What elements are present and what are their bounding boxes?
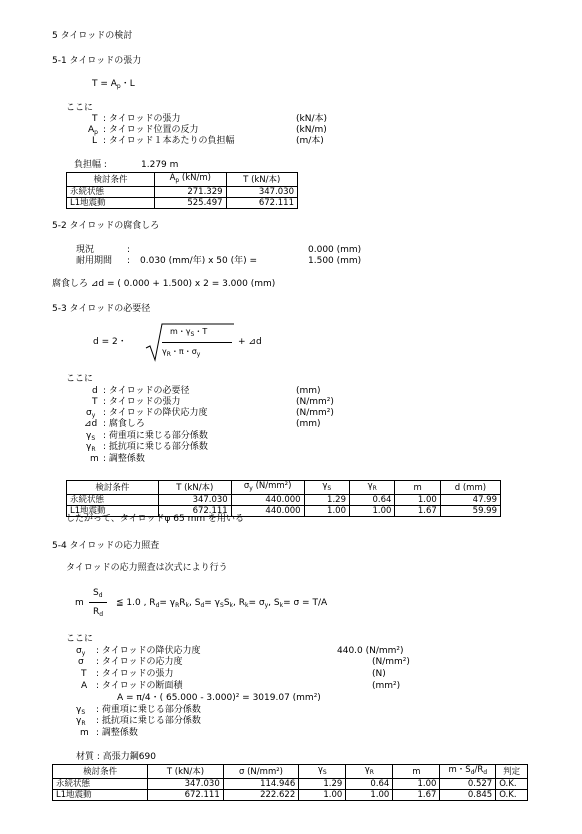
- table-cell: 永続状態: [53, 779, 148, 790]
- def-sym: $\gamma_R$: [86, 442, 96, 453]
- header-cell: $\gamma_S$: [304, 481, 349, 495]
- table-cell: 0.64: [349, 495, 394, 506]
- header-cell: σ (N/mm²): [223, 765, 299, 779]
- header-cell: $\gamma_R$: [346, 765, 393, 779]
- table-cell: 59.99: [440, 506, 500, 517]
- tension-formula: $T = A_p$・L: [92, 79, 135, 90]
- def-desc: : 荷重項に乗じる部分係数: [103, 431, 208, 441]
- corrosion-value: 0.000 (mm): [308, 245, 362, 255]
- def-desc: : タイロッドの応力度: [96, 657, 183, 667]
- fraction-line: [89, 602, 107, 603]
- def-sym: L: [92, 136, 98, 146]
- def-desc: : タイロッドの断面積: [96, 681, 183, 691]
- def-unit: (kN/m): [296, 125, 327, 135]
- def-desc: : タイロッドの張力: [103, 114, 181, 124]
- def-sym: T: [92, 397, 98, 407]
- corrosion-value: 1.500 (mm): [308, 256, 362, 266]
- def-unit: (mm²): [372, 681, 401, 691]
- section-5-1-title: 5-1 タイロッドの張力: [52, 56, 142, 66]
- koko-label: ここに: [66, 634, 94, 644]
- def-unit: 440.0 (N/mm²): [337, 646, 404, 656]
- header-cell: m: [393, 765, 440, 779]
- def-desc: : 荷重項に乗じる部分係数: [96, 705, 201, 715]
- table-cell: 347.030: [226, 187, 297, 198]
- def-unit: (mm): [296, 419, 321, 429]
- def-sym: ⊿d: [84, 419, 98, 429]
- def-unit: (N): [372, 669, 386, 679]
- table-cell: 1.00: [346, 790, 393, 801]
- table-cell: 1.67: [395, 506, 440, 517]
- intro-text: タイロッドの応力照査は次式により行う: [66, 563, 228, 573]
- cond-denominator: $R_d$: [93, 607, 104, 618]
- section-5-2-title: 5-2 タイロッドの腐食しろ: [52, 221, 160, 231]
- header-cell: 検討条件: [53, 765, 148, 779]
- header-cell: 判定: [496, 765, 528, 779]
- table-cell: 672.111: [226, 198, 297, 209]
- table-cell: 1.00: [349, 506, 394, 517]
- table-cell: 222.622: [223, 790, 299, 801]
- def-desc: : タイロッドの張力: [103, 397, 181, 407]
- table-cell: 1.67: [393, 790, 440, 801]
- burden-label: 負担幅 :: [74, 160, 107, 170]
- header-cell: T (kN/本): [226, 173, 297, 187]
- cond-numerator: $S_d$: [93, 588, 103, 599]
- header-cell: $A_p$ (kN/m): [155, 173, 226, 187]
- def-sym: m: [80, 728, 89, 738]
- table-cell: 271.329: [155, 187, 226, 198]
- table-cell: 672.111: [148, 790, 224, 801]
- formula-numerator: m・$\gamma_S$・T: [170, 327, 208, 338]
- conclusion-text: したがって、タイロッドφ 65 mm を用いる: [66, 514, 244, 524]
- def-sym: A: [81, 681, 88, 691]
- table-cell: 114.946: [223, 779, 299, 790]
- def-unit: (m/本): [296, 136, 324, 146]
- formula-denominator: $\gamma_R$・π・$\sigma_y$: [162, 347, 201, 358]
- table-row: [67, 495, 501, 506]
- area-formula: A = π/4・( 65.000 - 3.000)² = 3019.07 (mm²): [117, 693, 321, 703]
- table-cell: 347.030: [158, 495, 231, 506]
- def-desc: : 調整係数: [103, 454, 145, 464]
- koko-label: ここに: [66, 374, 94, 384]
- def-sym: d: [92, 386, 98, 396]
- def-sym: T: [81, 669, 87, 679]
- table-cell: L1地震動: [67, 506, 159, 517]
- def-sym: $A_p$: [88, 125, 98, 136]
- formula-rhs: + ⊿d: [238, 337, 262, 347]
- section-5-4-title: 5-4 タイロッドの応力照査: [52, 541, 160, 551]
- table-cell: 672.111: [158, 506, 231, 517]
- header-cell: $\sigma_y$ (N/mm²): [231, 481, 304, 495]
- header-cell: 検討条件: [67, 481, 159, 495]
- header-cell: $\gamma_S$: [299, 765, 346, 779]
- table-row: [67, 187, 298, 198]
- formula-lhs: d = 2・: [93, 337, 127, 347]
- section-5-3-title: 5-3 タイロッドの必要径: [52, 304, 151, 314]
- table-cell: O.K.: [496, 779, 528, 790]
- def-sym: m: [90, 454, 99, 464]
- table-cell: 525.497: [155, 198, 226, 209]
- material-label: 材質 : 高張力鋼690: [76, 752, 156, 762]
- table-row: [53, 779, 528, 790]
- def-sym: $\gamma_S$: [76, 705, 86, 716]
- header-cell: m・$S_d/R_d$: [440, 765, 496, 779]
- header-cell: d (mm): [440, 481, 500, 495]
- cond-m: m: [75, 598, 84, 608]
- corrosion-calc: 0.030 (mm/年) x 50 (年) =: [140, 256, 258, 266]
- def-sym: $\sigma_y$: [76, 646, 86, 657]
- table-cell: 1.00: [299, 790, 346, 801]
- def-sym: $\gamma_R$: [76, 716, 86, 727]
- table-cell: 1.00: [395, 495, 440, 506]
- table-header-row: [67, 173, 298, 187]
- def-unit: (mm): [296, 386, 321, 396]
- table-cell: 1.29: [304, 495, 349, 506]
- def-sym: $\sigma_y$: [86, 408, 96, 419]
- table-cell: 347.030: [148, 779, 224, 790]
- def-desc: : 腐食しろ: [103, 419, 145, 429]
- corrosion-colon: :: [127, 256, 131, 266]
- def-unit: (N/mm²): [296, 408, 334, 418]
- def-desc: : 抵抗項に乗じる部分係数: [103, 442, 208, 452]
- def-desc: : タイロッドの張力: [96, 669, 174, 679]
- corrosion-label: 耐用期間: [76, 256, 113, 266]
- cond-definitions: ≦ 1.0 , $R_d= \gamma_RR_k$, $S_d= \gamma_SS_k$, $R_k= \sigma_y$, $S_k= \sigma = T/A$: [116, 598, 328, 609]
- header-cell: 検討条件: [67, 173, 155, 187]
- table-cell: 永続状態: [67, 187, 155, 198]
- corrosion-colon: :: [127, 245, 131, 255]
- table-row: [67, 198, 298, 209]
- table-cell: 0.527: [440, 779, 496, 790]
- def-desc: : タイロッドの降伏応力度: [103, 408, 208, 418]
- def-sym: T: [92, 114, 98, 124]
- diameter-table: [66, 480, 501, 517]
- def-desc: : タイロッド位置の反力: [103, 125, 199, 135]
- section-title: 5 タイロッドの検討: [52, 31, 133, 41]
- def-desc: : タイロッドの必要径: [103, 386, 190, 396]
- header-cell: T (kN/本): [158, 481, 231, 495]
- corrosion-label: 現況: [76, 245, 95, 255]
- def-sym: $\gamma_S$: [86, 431, 96, 442]
- koko-label: ここに: [66, 103, 94, 113]
- tension-table: [66, 172, 298, 209]
- table-cell: O.K.: [496, 790, 528, 801]
- table-cell: L1地震動: [53, 790, 148, 801]
- table-cell: 440.000: [231, 506, 304, 517]
- table-header-row: [67, 481, 501, 495]
- header-cell: T (kN/本): [148, 765, 224, 779]
- table-header-row: [53, 765, 528, 779]
- table-cell: 永続状態: [67, 495, 159, 506]
- stress-table: [52, 764, 528, 801]
- def-desc: : 調整係数: [96, 728, 138, 738]
- header-cell: $\gamma_R$: [349, 481, 394, 495]
- table-row: [53, 790, 528, 801]
- table-cell: 1.00: [393, 779, 440, 790]
- def-unit: (N/mm²): [296, 397, 334, 407]
- def-sym: σ: [78, 657, 84, 667]
- def-unit: (N/mm²): [372, 657, 410, 667]
- table-cell: L1地震動: [67, 198, 155, 209]
- def-desc: : タイロッドの降伏応力度: [96, 646, 201, 656]
- table-cell: 440.000: [231, 495, 304, 506]
- header-cell: m: [395, 481, 440, 495]
- def-desc: : 抵抗項に乗じる部分係数: [96, 716, 201, 726]
- def-unit: (kN/本): [296, 114, 327, 124]
- table-cell: 0.845: [440, 790, 496, 801]
- def-desc: : タイロッド１本あたりの負担幅: [103, 136, 235, 146]
- corrosion-total: 腐食しろ ⊿d = ( 0.000 + 1.500) x 2 = 3.000 (mm): [52, 279, 276, 289]
- table-cell: 1.29: [299, 779, 346, 790]
- table-cell: 1.00: [304, 506, 349, 517]
- table-cell: 0.64: [346, 779, 393, 790]
- table-cell: 47.99: [440, 495, 500, 506]
- fraction-line: [162, 342, 232, 343]
- burden-value: 1.279 m: [141, 160, 179, 170]
